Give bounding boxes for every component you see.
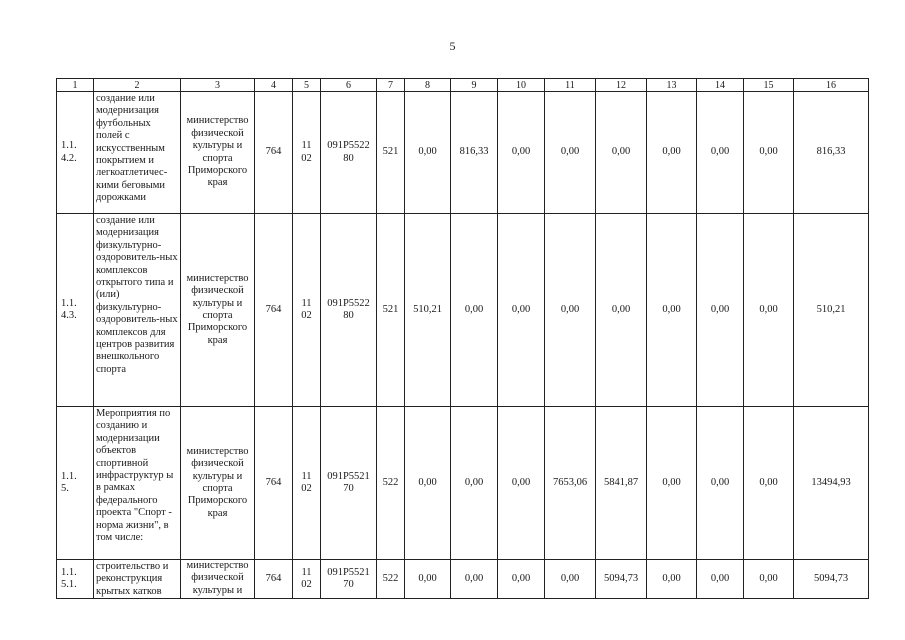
row-name: создание или модернизация физкультурно-оздоровитель-ных комплексов открытого типа и (или) физкультурно-оздоровитель-ных комплексов для центров развития внешкольного спорта <box>94 214 181 407</box>
row-code-col4: 764 <box>255 560 293 599</box>
column-header: 8 <box>405 79 451 92</box>
row-value-col13: 0,00 <box>647 407 697 560</box>
row-code-col5: 11 02 <box>293 92 321 214</box>
row-value-col8: 510,21 <box>405 214 451 407</box>
row-code-col4: 764 <box>255 92 293 214</box>
column-header: 5 <box>293 79 321 92</box>
row-value-col10: 0,00 <box>498 407 545 560</box>
column-header: 16 <box>794 79 869 92</box>
row-code-col5: 11 02 <box>293 560 321 599</box>
row-index: 1.1. 5. <box>57 407 94 560</box>
row-value-col12: 0,00 <box>596 214 647 407</box>
column-number-row <box>57 79 869 92</box>
row-value-col15: 0,00 <box>744 92 794 214</box>
column-header: 9 <box>451 79 498 92</box>
table-row <box>57 92 869 214</box>
row-value-col8: 0,00 <box>405 407 451 560</box>
column-header: 4 <box>255 79 293 92</box>
row-responsible-org: министерство физической культуры и <box>181 560 255 599</box>
row-value-col13: 0,00 <box>647 214 697 407</box>
column-header: 6 <box>321 79 377 92</box>
row-index: 1.1. 4.2. <box>57 92 94 214</box>
column-header: 14 <box>697 79 744 92</box>
column-header: 1 <box>57 79 94 92</box>
row-value-col14: 0,00 <box>697 92 744 214</box>
row-code-col6: 091P5522 80 <box>321 214 377 407</box>
row-value-col8: 0,00 <box>405 92 451 214</box>
row-value-col11: 0,00 <box>545 214 596 407</box>
row-code-col4: 764 <box>255 214 293 407</box>
row-value-col9: 816,33 <box>451 92 498 214</box>
page-number: 5 <box>449 39 456 53</box>
row-value-col16: 816,33 <box>794 92 869 214</box>
row-value-col14: 0,00 <box>697 560 744 599</box>
column-header: 2 <box>94 79 181 92</box>
row-value-col11: 0,00 <box>545 560 596 599</box>
row-responsible-org: министерство физической культуры и спорта Приморского края <box>181 407 255 560</box>
row-value-col13: 0,00 <box>647 560 697 599</box>
row-value-col16: 5094,73 <box>794 560 869 599</box>
row-index: 1.1. 4.3. <box>57 214 94 407</box>
row-value-col14: 0,00 <box>697 214 744 407</box>
row-value-col10: 0,00 <box>498 92 545 214</box>
row-value-col16: 13494,93 <box>794 407 869 560</box>
row-name: строительство и реконструкция крытых катков <box>94 560 181 599</box>
column-header: 7 <box>377 79 405 92</box>
budget-table <box>56 78 869 599</box>
row-code-col7: 522 <box>377 407 405 560</box>
row-value-col8: 0,00 <box>405 560 451 599</box>
row-responsible-org: министерство физической культуры и спорта Приморского края <box>181 214 255 407</box>
table-row <box>57 407 869 560</box>
row-code-col7: 522 <box>377 560 405 599</box>
column-header: 10 <box>498 79 545 92</box>
row-code-col7: 521 <box>377 92 405 214</box>
column-header: 3 <box>181 79 255 92</box>
row-index: 1.1. 5.1. <box>57 560 94 599</box>
row-code-col4: 764 <box>255 407 293 560</box>
row-value-col12: 5094,73 <box>596 560 647 599</box>
row-value-col10: 0,00 <box>498 214 545 407</box>
row-value-col15: 0,00 <box>744 214 794 407</box>
row-code-col6: 091P5521 70 <box>321 407 377 560</box>
row-value-col9: 0,00 <box>451 214 498 407</box>
row-value-col15: 0,00 <box>744 560 794 599</box>
row-value-col16: 510,21 <box>794 214 869 407</box>
row-code-col6: 091P5522 80 <box>321 92 377 214</box>
row-code-col5: 11 02 <box>293 407 321 560</box>
column-header: 15 <box>744 79 794 92</box>
row-value-col14: 0,00 <box>697 407 744 560</box>
row-responsible-org: министерство физической культуры и спорта Приморского края <box>181 92 255 214</box>
table-row <box>57 214 869 407</box>
row-value-col11: 7653,06 <box>545 407 596 560</box>
row-value-col9: 0,00 <box>451 407 498 560</box>
table-row <box>57 560 869 599</box>
row-value-col10: 0,00 <box>498 560 545 599</box>
row-value-col12: 5841,87 <box>596 407 647 560</box>
row-code-col6: 091P5521 70 <box>321 560 377 599</box>
row-code-col7: 521 <box>377 214 405 407</box>
row-value-col12: 0,00 <box>596 92 647 214</box>
row-value-col13: 0,00 <box>647 92 697 214</box>
row-name: Мероприятия по созданию и модернизации объектов спортивной инфраструктур ы в рамках федерального проекта "Спорт - норма жизни", в том числе: <box>94 407 181 560</box>
row-value-col9: 0,00 <box>451 560 498 599</box>
table-body <box>57 92 869 599</box>
row-value-col15: 0,00 <box>744 407 794 560</box>
row-name: создание или модернизация футбольных полей с искусственным покрытием и легкоатлетичес-кими беговыми дорожками <box>94 92 181 214</box>
column-header: 11 <box>545 79 596 92</box>
column-header: 12 <box>596 79 647 92</box>
row-code-col5: 11 02 <box>293 214 321 407</box>
column-header: 13 <box>647 79 697 92</box>
row-value-col11: 0,00 <box>545 92 596 214</box>
